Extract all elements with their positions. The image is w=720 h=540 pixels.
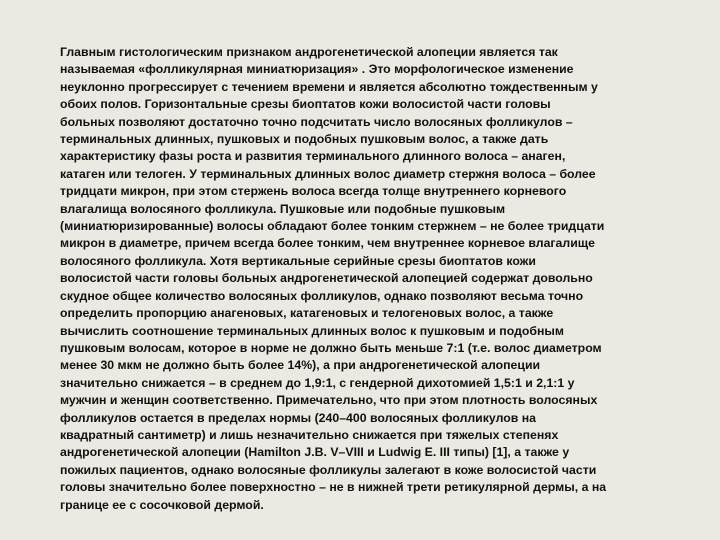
slide-body-text: Главным гистологическим признаком андрогенетической алопеции является так называемая «фолликулярная миниатюризация» . Это морфологическое изменение неуклонно прогрессирует с течением времени и является абсолютно тождественным у обоих полов. Горизонтальные срезы биоптатов кожи волосистой части головы больных позволяют достаточно точно подсчитать число волосяных фолликулов – терминальных длинных, пушковых и подобных пушковым волос, а также дать характеристику фазы роста и развития терминального длинного волоса – анаген, катаген или телоген. У терминальных длинных волос диаметр стержня волоса – более тридцати микрон, при этом стержень волоса всегда толще внутреннего корневого влагалища волосяного фолликула. Пушковые или подобные пушковым (миниатюризированные) волосы обладают более тонким стержнем – не более тридцати микрон в диаметре, причем всегда более тонким, чем внутреннее корневое влагалище волосяного фолликула. Хотя вертикальные серийные срезы биоптатов кожи волосистой части головы больных андрогенетической алопецией содержат довольно скудное общее количество волосяных фолликулов, однако позволяют весьма точно определить пропорцию анагеновых, катагеновых и телогеновых волос, а также вычислить соотношение терминальных длинных волос к пушковым и подобным пушковым волосам, которое в норме не должно быть меньше 7:1 (т.е. волос диаметром менее 30 мкм не должно быть более 14%), а при андрогенетической алопеции значительно снижается – в среднем до 1,9:1, с гендерной дихотомией 1,5:1 и 2,1:1 у мужчин и женщин соответственно. Примечательно, что при этом плотность волосяных фолликулов остается в пределах нормы (240–400 волосяных фолликулов на квадратный сантиметр) и лишь незначительно снижается при тяжелых степенях андрогенетической алопеции (Hamilton J.B. V–VIII и Ludwig E. III типы) [1], а также у пожилых пациентов, однако волосяные фолликулы залегают в коже волосистой части головы значительно более поверхностно – не в нижней трети ретикулярной дермы, а на границе ее с сосочковой дермой. — [60, 45, 607, 512]
